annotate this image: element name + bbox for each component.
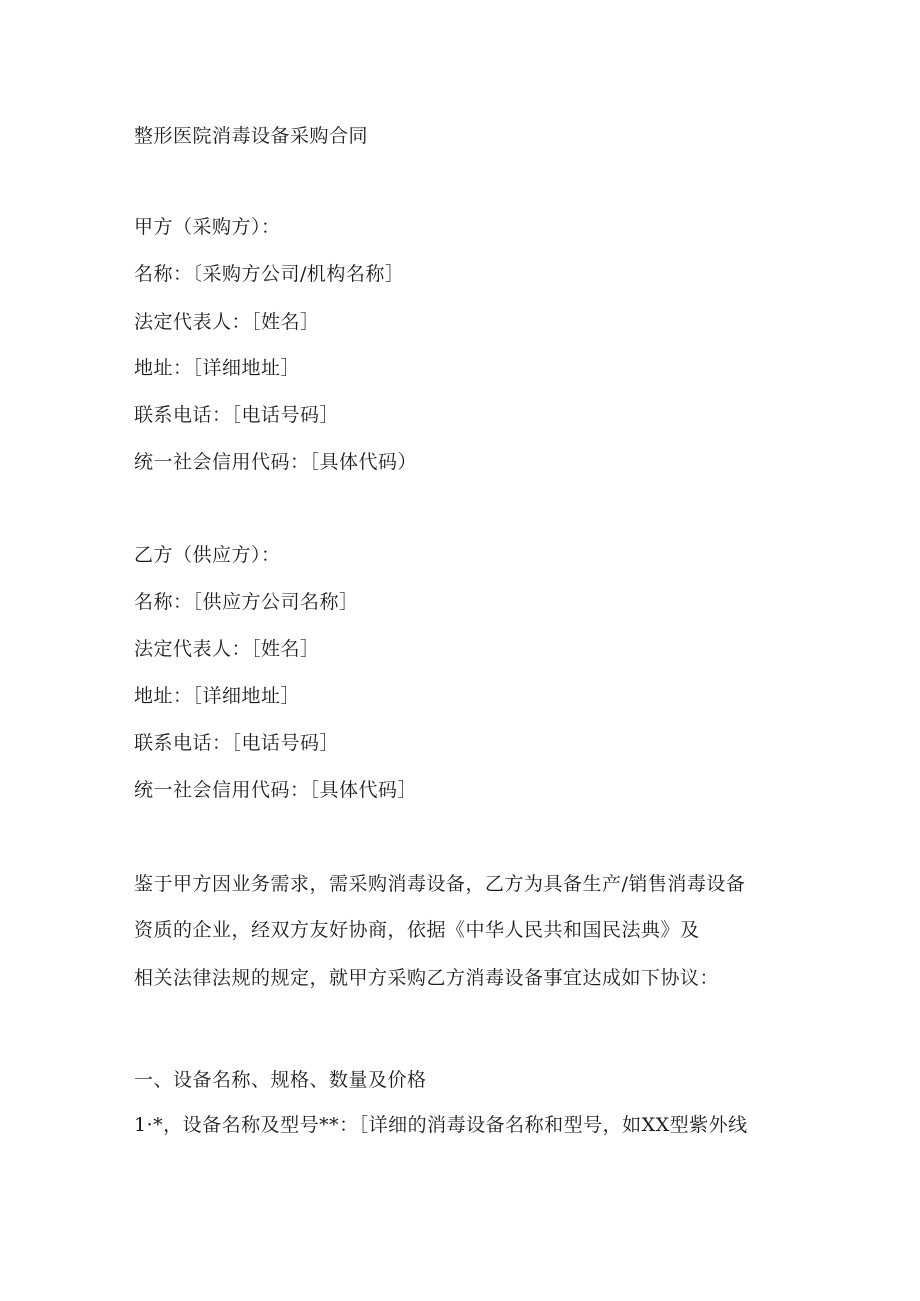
- party-b-phone: 联系电话：［电话号码］: [134, 732, 340, 754]
- section-1-item-1: 1·*，设备名称及型号**：［详细的消毒设备名称和型号，如XX型紫外线: [134, 1114, 748, 1136]
- preamble-line-1: 鉴于甲方因业务需求，需采购消毒设备，乙方为具备生产/销售消毒设备: [134, 873, 746, 895]
- preamble-line-2: 资质的企业，经双方友好协商，依据《中华人民共和国民法典》及: [134, 919, 700, 941]
- party-b-heading: 乙方（供应方）：: [134, 544, 281, 566]
- party-b-name: 名称：［供应方公司名称］: [134, 591, 359, 613]
- section-1-heading: 一、设备名称、规格、数量及价格: [134, 1069, 427, 1091]
- party-a-credit-code: 统一社会信用代码：［具体代码）: [134, 451, 418, 473]
- party-b-representative: 法定代表人：［姓名］: [134, 638, 320, 660]
- party-a-address: 地址：［详细地址］: [134, 357, 301, 379]
- party-b-address: 地址：［详细地址］: [134, 685, 301, 707]
- party-a-heading: 甲方（采购方）：: [134, 216, 281, 238]
- party-b-credit-code: 统一社会信用代码：［具体代码］: [134, 779, 418, 801]
- document-title: 整形医院消毒设备采购合同: [134, 125, 369, 147]
- party-a-phone: 联系电话：［电话号码］: [134, 404, 340, 426]
- preamble-line-3: 相关法律法规的规定，就甲方采购乙方消毒设备事宜达成如下协议：: [134, 967, 720, 989]
- party-a-name: 名称：〔采购方公司/机构名称］: [134, 263, 405, 285]
- party-a-representative: 法定代表人：［姓名］: [134, 311, 320, 333]
